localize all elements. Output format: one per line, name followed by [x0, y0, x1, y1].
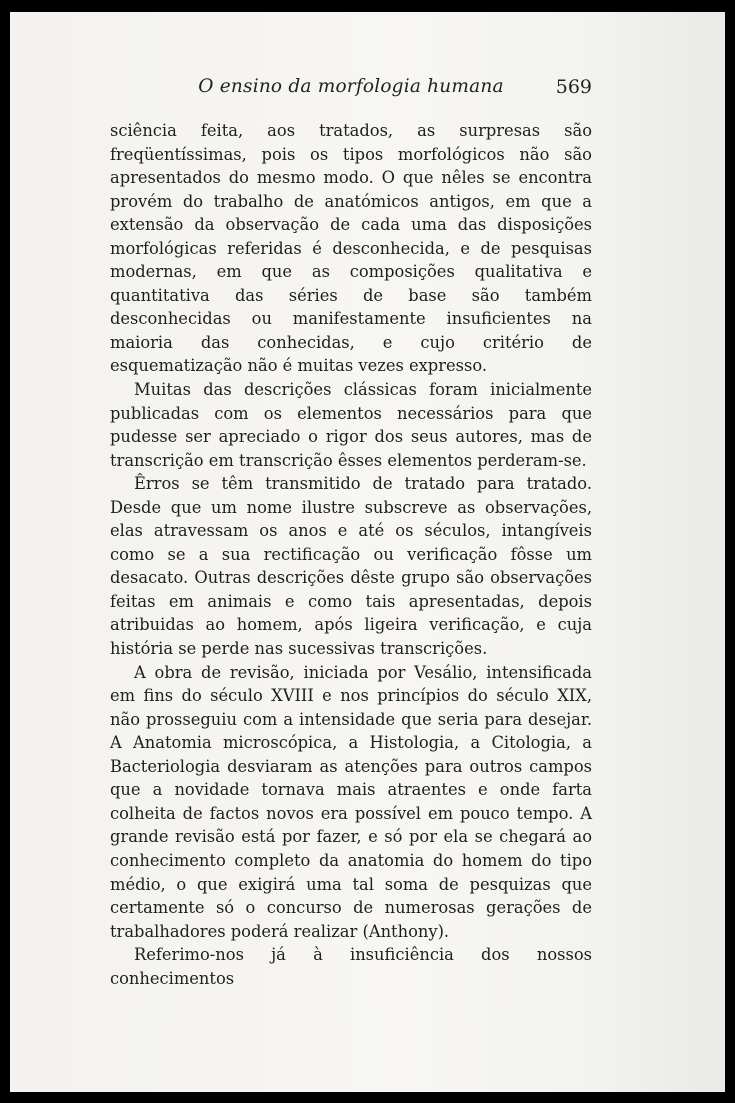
paragraph-4: A obra de revisão, iniciada por Vesálio, intensificada em fins do século XVIII e nos princípios do século XIX, não prosseguiu com a intensidade que seria para desejar. A Anatomia microscópica, a Histologia, a Citologia, a Bacteriologia desviaram as atenções para outros campos que a novidade tornava mais atraentes e onde farta colheita de factos novos era possível em pouco tempo. A grande revisão está por fazer, e só por ela se chegará ao conhecimento completo da anatomia do homem do tipo médio, o que exigirá uma tal soma de pesquizas que certamente só o concurso de numerosas gerações de trabalhadores poderá realizar (Anthony). [110, 662, 592, 941]
paragraph-5: Referimo-nos já à insuficiência dos nossos conhecimentos [110, 945, 592, 988]
book-page [10, 12, 725, 1092]
paragraph-2: Muitas das descrições clássicas foram inicialmente publicadas com os elementos necessários para que pudesse ser apreciado o rigor dos seus autores, mas de transcrição em transcrição êsses elementos perderam-se. [110, 380, 592, 470]
paragraph-3: Êrros se têm transmitido de tratado para tratado. Desde que um nome ilustre subscreve as observações, elas atravessam os anos e até os séculos, intangíveis como se a sua rectificação ou verificação fôsse um desacato. Outras descrições dêste grupo são observações feitas em animais e como tais apresentadas, depois atribuidas ao homem, após ligeira verificação, e cuja história se perde nas sucessivas transcrições. [110, 474, 592, 659]
body-text [110, 119, 592, 990]
running-title: O ensino da morfologia humana [198, 76, 504, 97]
paragraph-1: sciência feita, aos tratados, as surpresas são freqüentíssimas, pois os tipos morfológicos não são apresentados do mesmo modo. O que nêles se encontra provém do trabalho de anatómicos antigos, em que a extensão da observação de cada uma das disposições morfológicas referidas é desconhecida, e de pesquisas modernas, em que as composições qualitativa e quantitativa das séries de base são também desconhecidas ou manifestamente insuficientes na maioria das conhecidas, e cujo critério de esquematização não é muitas vezes expresso. [110, 121, 592, 376]
page-number: 569 [555, 76, 592, 98]
page-header [110, 76, 592, 106]
